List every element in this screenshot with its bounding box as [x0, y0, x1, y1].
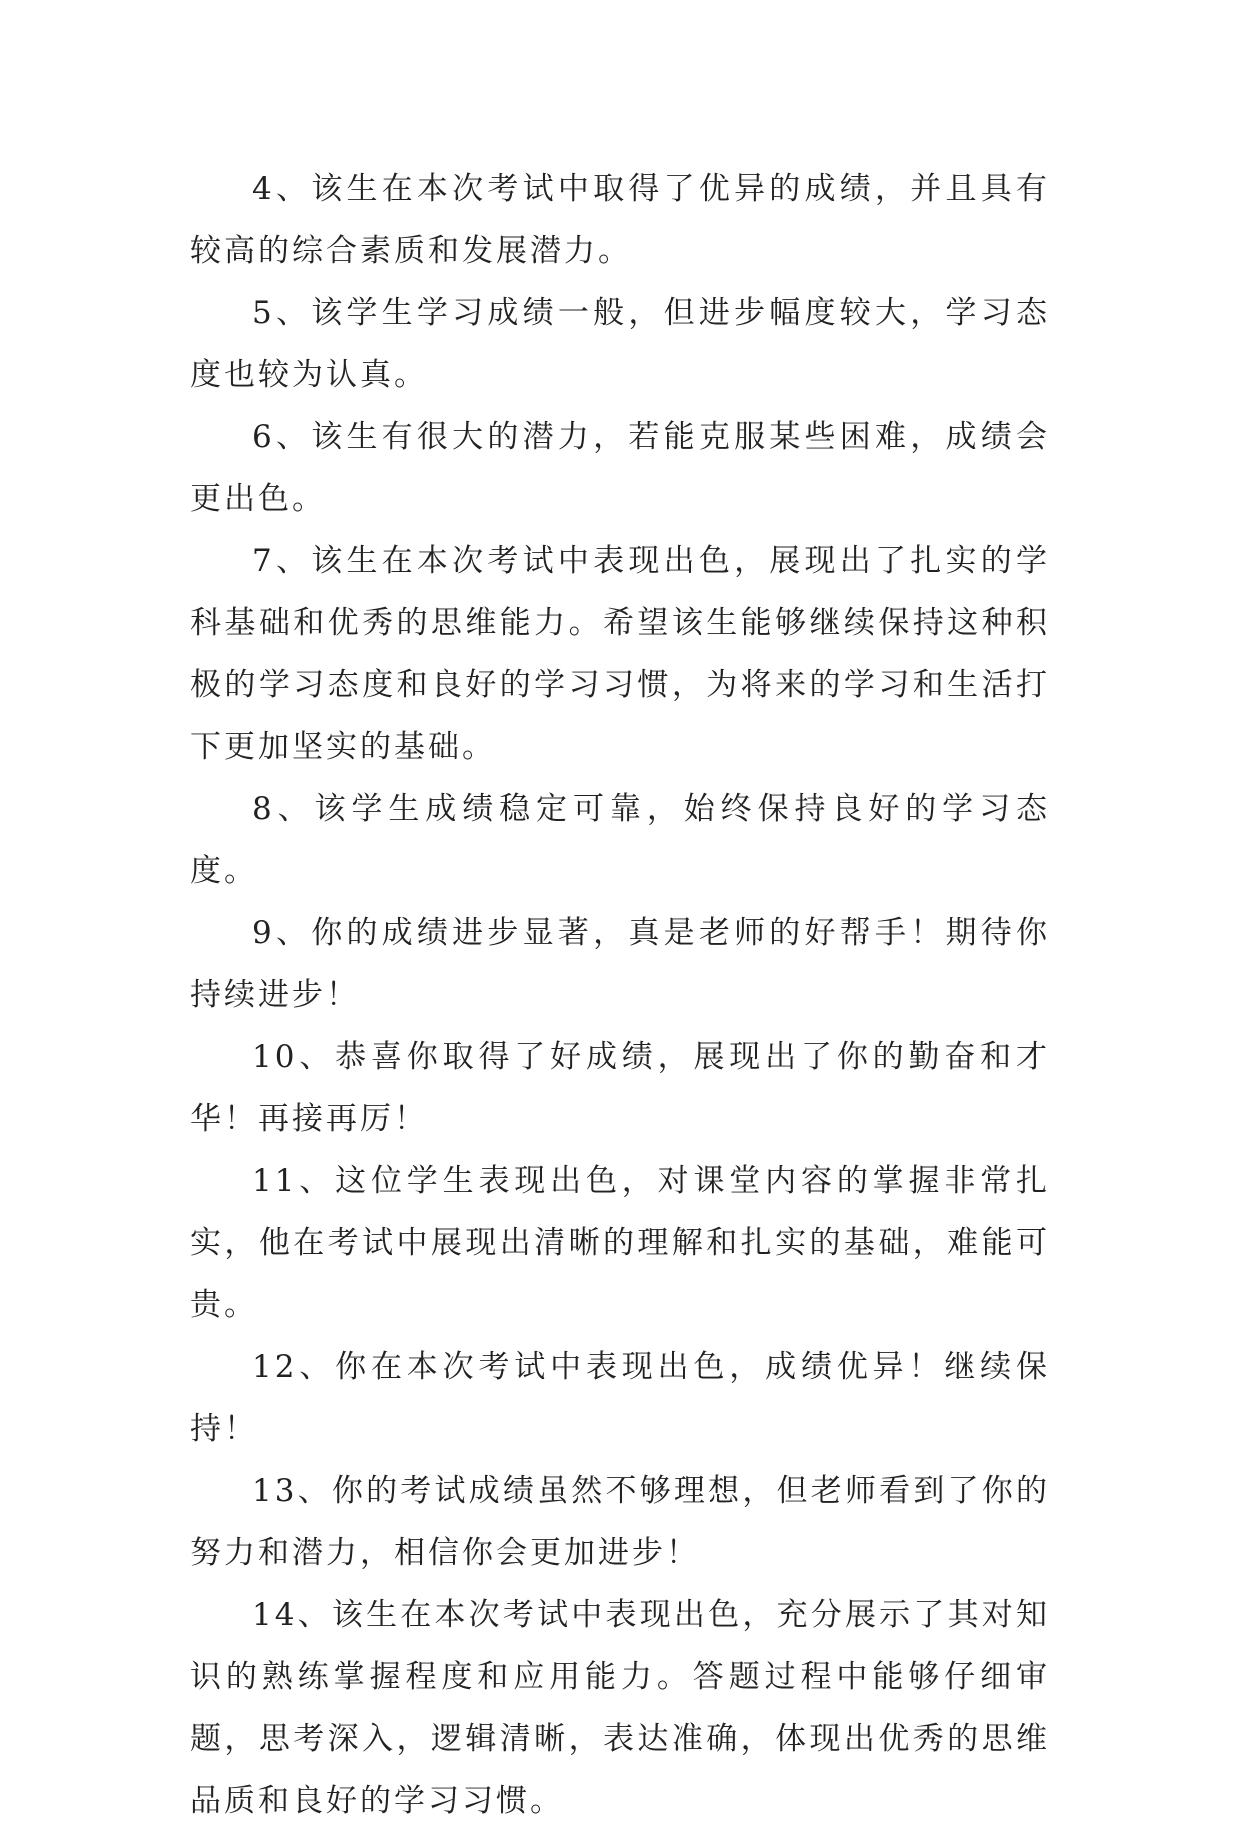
comment-paragraph-6: 6、该生有很大的潜力，若能克服某些困难，成绩会更出色。 [190, 419, 1050, 517]
comment-paragraph-12: 12、你在本次考试中表现出色，成绩优异！继续保持！ [190, 1349, 1050, 1447]
comment-paragraph-8: 8、该学生成绩稳定可靠，始终保持良好的学习态度。 [190, 791, 1050, 889]
comment-paragraph-13: 13、你的考试成绩虽然不够理想，但老师看到了你的努力和潜力，相信你会更加进步！ [190, 1473, 1050, 1571]
comment-paragraph-10: 10、恭喜你取得了好成绩，展现出了你的勤奋和才华！再接再厉！ [190, 1039, 1050, 1137]
document-body [190, 158, 1050, 1832]
comment-paragraph-7: 7、该生在本次考试中表现出色，展现出了扎实的学科基础和优秀的思维能力。希望该生能够继续保持这种积极的学习态度和良好的学习习惯，为将来的学习和生活打下更加坚实的基础。 [190, 543, 1050, 765]
comment-paragraph-4: 4、该生在本次考试中取得了优异的成绩，并且具有较高的综合素质和发展潜力。 [190, 171, 1050, 269]
comment-paragraph-11: 11、这位学生表现出色，对课堂内容的掌握非常扎实，他在考试中展现出清晰的理解和扎实的基础，难能可贵。 [190, 1163, 1050, 1323]
comment-paragraph-9: 9、你的成绩进步显著，真是老师的好帮手！期待你持续进步！ [190, 915, 1050, 1013]
comment-paragraph-5: 5、该学生学习成绩一般，但进步幅度较大，学习态度也较为认真。 [190, 295, 1050, 393]
comment-paragraph-14: 14、该生在本次考试中表现出色，充分展示了其对知识的熟练掌握程度和应用能力。答题过程中能够仔细审题，思考深入，逻辑清晰，表达准确，体现出优秀的思维品质和良好的学习习惯。 [190, 1597, 1050, 1819]
